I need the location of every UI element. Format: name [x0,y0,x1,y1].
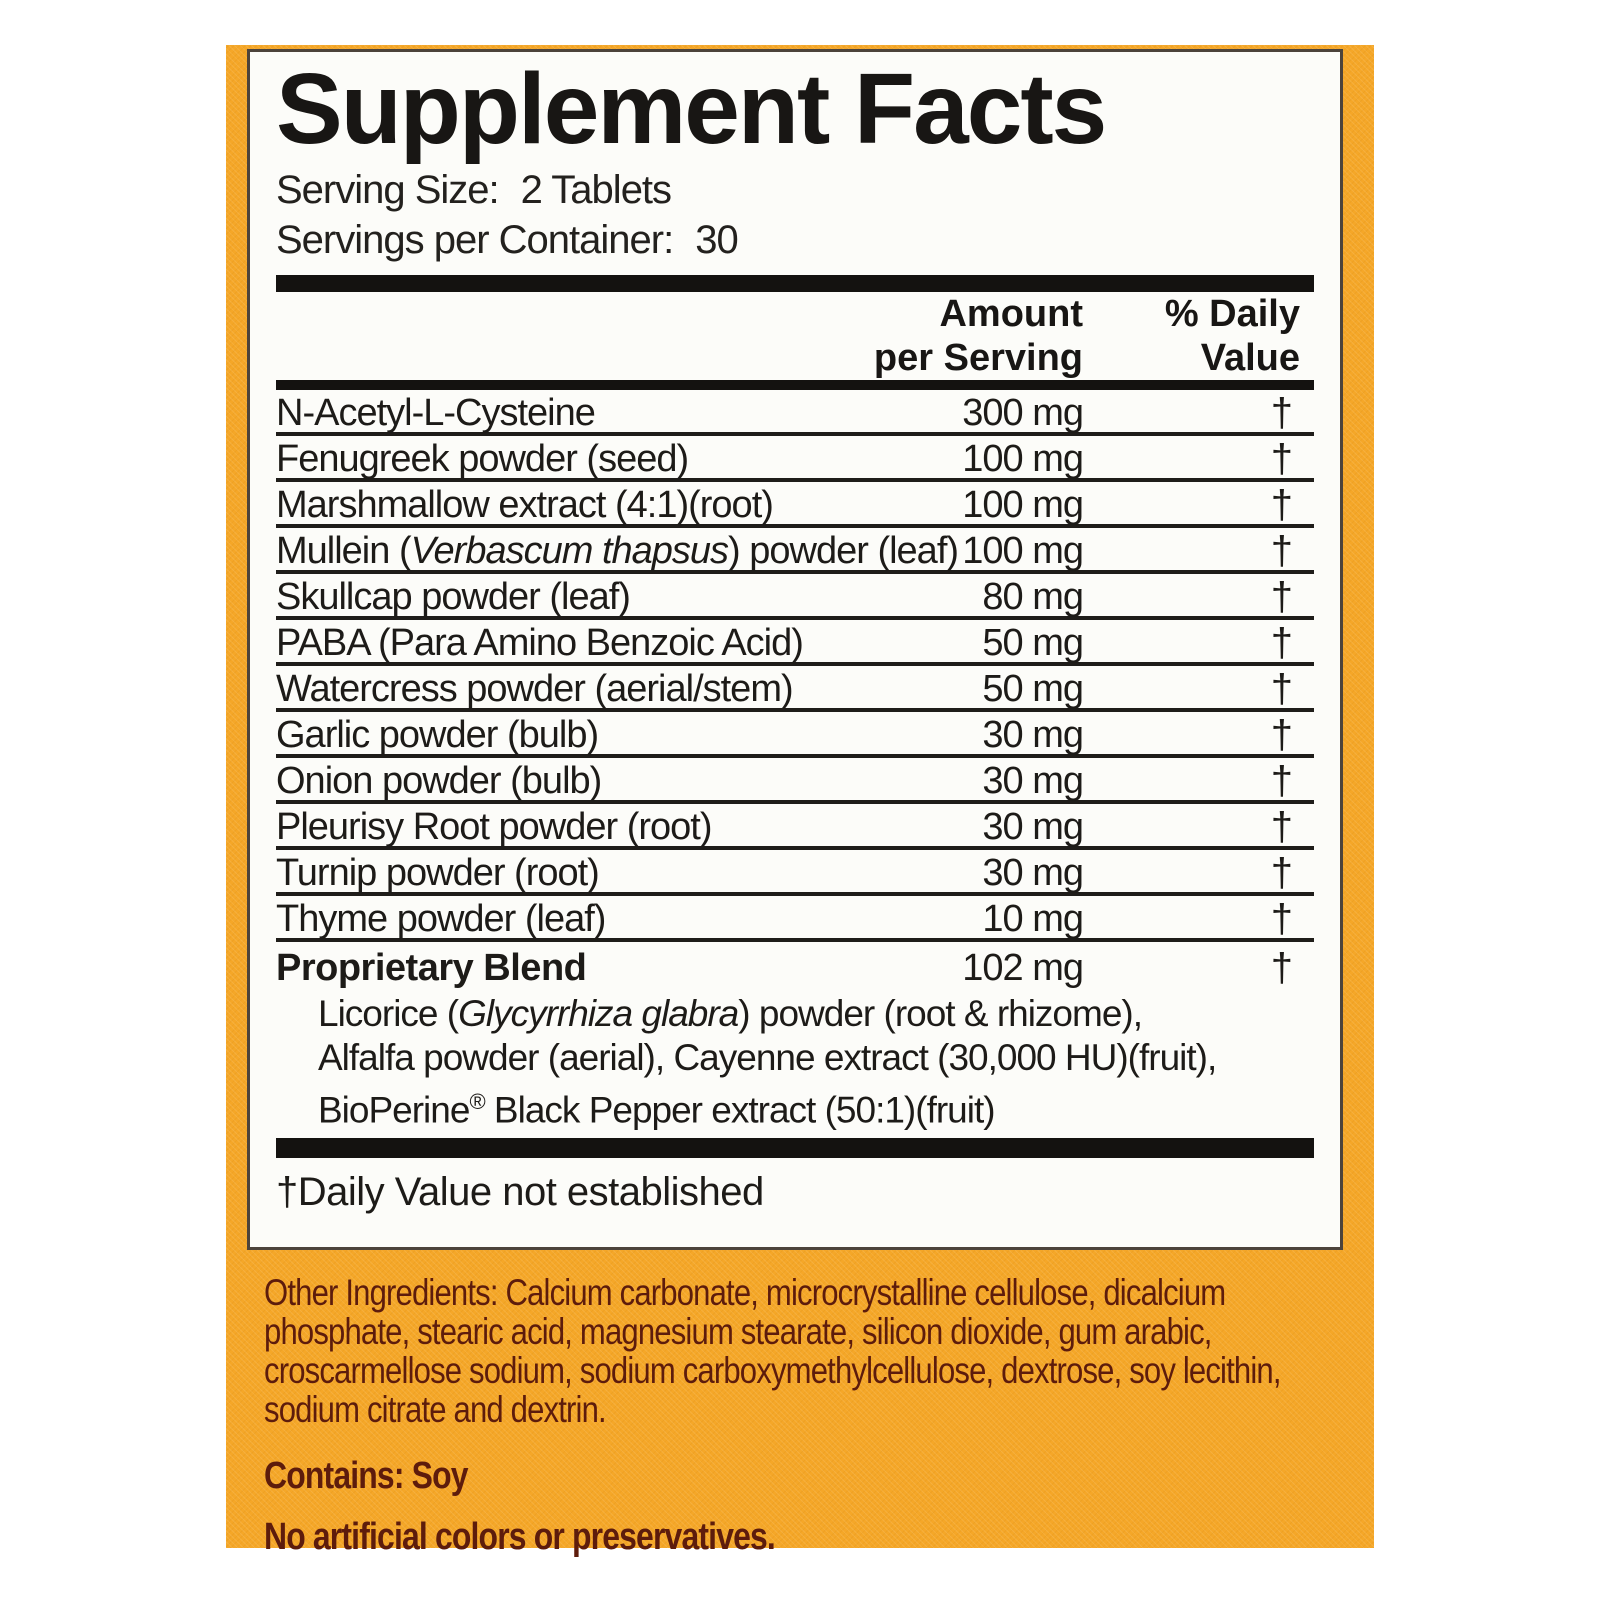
ingredient-daily-value: † [1270,759,1292,803]
ingredient-amount: 30 mg [982,714,1083,756]
ingredient-row-pleurisy-root [276,804,1314,850]
ingredient-daily-value: † [1270,529,1292,573]
ingredient-daily-value: † [1270,437,1292,481]
other-ingredients-line: phosphate, stearic acid, magnesium stearate, silicon dioxide, gum arabic, [264,1311,1212,1352]
other-ingredients-line: Other Ingredients: Calcium carbonate, microcrystalline cellulose, dicalcium [264,1272,1226,1313]
ingredient-name-text: Turnip powder (root) [276,852,599,894]
ingredient-amount: 30 mg [982,852,1083,894]
column-headers [276,292,1314,380]
servings-per-container-value: 30 [695,218,738,262]
supplement-facts-panel [247,49,1343,1250]
ingredient-name [276,436,688,483]
ingredient-daily-value: † [1270,713,1292,757]
blend-line-bioperine [318,1080,1314,1132]
ingredient-amount: 50 mg [982,668,1083,710]
serving-size-line [276,165,1314,215]
divider-thick-top [276,275,1314,292]
ingredient-row-skullcap [276,574,1314,620]
ingredient-name-text: Mullein ( [276,530,411,572]
daily-value-column-header [1094,292,1314,380]
other-ingredients-line: croscarmellose sodium, sodium carboxymethylcellulose, dextrose, soy lecithin, [264,1350,1281,1391]
ingredient-row-mullein [276,528,1314,574]
ingredient-name-suffix: ) powder (leaf) [728,530,959,572]
proprietary-blend-ingredients [276,992,1314,1132]
ingredient-name-text: Fenugreek powder (seed) [276,438,689,480]
daily-value-header-line2: Value [1200,337,1300,379]
ingredient-daily-value: † [1270,621,1292,665]
ingredient-daily-value: † [1270,575,1292,619]
contains-allergen-statement: Contains: Soy [264,1455,468,1497]
servings-per-container-line [276,215,1314,265]
blend-line-text: Licorice ( [318,993,459,1034]
ingredient-name-text: Pleurisy Root powder (root) [276,806,712,848]
ingredient-amount: 30 mg [982,806,1083,848]
proprietary-blend-daily-value: † [1270,946,1292,990]
other-ingredients-line: sodium citrate and dextrin. [264,1389,606,1430]
ingredient-amount: 100 mg [962,530,1083,572]
ingredient-row-onion [276,758,1314,804]
ingredient-name [276,666,793,713]
ingredient-name [276,390,595,437]
ingredient-row-paba [276,620,1314,666]
ingredient-amount: 50 mg [982,622,1083,664]
supplement-label [226,45,1374,1558]
divider-thick-header [276,380,1314,390]
ingredient-name-text: Onion powder (bulb) [276,760,602,802]
ingredient-name-text: PABA (Para Amino Benzoic Acid) [276,622,803,664]
ingredient-row-turnip [276,850,1314,896]
ingredient-amount: 80 mg [982,576,1083,618]
ingredient-name-text: Marshmallow extract (4:1)(root) [276,484,773,526]
ingredient-amount: 100 mg [962,438,1083,480]
serving-info [276,165,1314,265]
daily-value-footnote: †Daily Value not established [276,1170,764,1215]
ingredient-daily-value: † [1270,897,1292,941]
ingredient-amount: 100 mg [962,484,1083,526]
ingredient-row-garlic [276,712,1314,758]
ingredient-name [276,620,803,667]
blend-line-suffix: Black Pepper extract (50:1)(fruit) [484,1089,995,1131]
blend-line-text: BioPerine [318,1089,470,1131]
ingredient-name [276,850,599,897]
ingredient-amount: 30 mg [982,760,1083,802]
blend-line-licorice [318,992,1314,1036]
ingredient-name [276,574,630,621]
ingredient-row-thyme [276,896,1314,942]
panel-title: Supplement Facts [276,53,1106,165]
serving-size-label: Serving Size: [276,168,499,212]
ingredient-amount: 300 mg [962,392,1083,434]
ingredient-row-n-acetyl-l-cysteine [276,390,1314,436]
ingredient-daily-value: † [1270,667,1292,711]
blend-line-latin: Glycyrrhiza glabra [458,993,739,1034]
servings-per-container-label: Servings per Container: [276,218,674,262]
ingredient-name-text: Skullcap powder (leaf) [276,576,630,618]
ingredient-row-watercress [276,666,1314,712]
ingredient-name-text: Watercress powder (aerial/stem) [276,668,793,710]
divider-thick-bottom [276,1138,1314,1158]
ingredient-daily-value: † [1270,805,1292,849]
ingredient-name [276,804,712,851]
proprietary-blend-row [276,942,1314,992]
ingredient-name-text: Thyme powder (leaf) [276,898,606,940]
ingredient-name [276,712,598,759]
ingredient-daily-value: † [1270,851,1292,895]
other-ingredients-paragraph [264,1273,1390,1429]
ingredient-name [276,896,605,943]
ingredient-daily-value: † [1270,483,1292,527]
blend-line-suffix: ) powder (root & rhizome), [738,993,1143,1034]
proprietary-blend-name: Proprietary Blend [276,947,587,989]
ingredient-row-fenugreek [276,436,1314,482]
amount-column-header [763,292,1083,380]
ingredient-name-latin: Verbascum thapsus [410,530,729,572]
amount-header-line1: Amount [939,293,1083,335]
ingredient-amount: 10 mg [982,898,1083,940]
registered-trademark-symbol: ® [469,1089,485,1114]
blend-line-text: Alfalfa powder (aerial), Cayenne extract (30,000 HU)(fruit), [318,1037,1217,1078]
amount-header-line2: per Serving [873,337,1083,379]
ingredient-name-text: Garlic powder (bulb) [276,714,599,756]
ingredient-row-marshmallow [276,482,1314,528]
ingredient-name [276,758,601,805]
ingredient-daily-value: † [1270,391,1292,435]
proprietary-blend-amount: 102 mg [962,947,1083,989]
daily-value-header-line1: % Daily [1164,293,1300,335]
blend-line-alfalfa-cayenne [318,1036,1314,1080]
ingredient-name-text: N-Acetyl-L-Cysteine [276,392,595,434]
other-ingredients-section [264,1273,1390,1557]
ingredient-name [276,482,773,529]
no-artificial-statement: No artificial colors or preservatives. [264,1516,775,1558]
serving-size-value: 2 Tablets [520,168,672,212]
